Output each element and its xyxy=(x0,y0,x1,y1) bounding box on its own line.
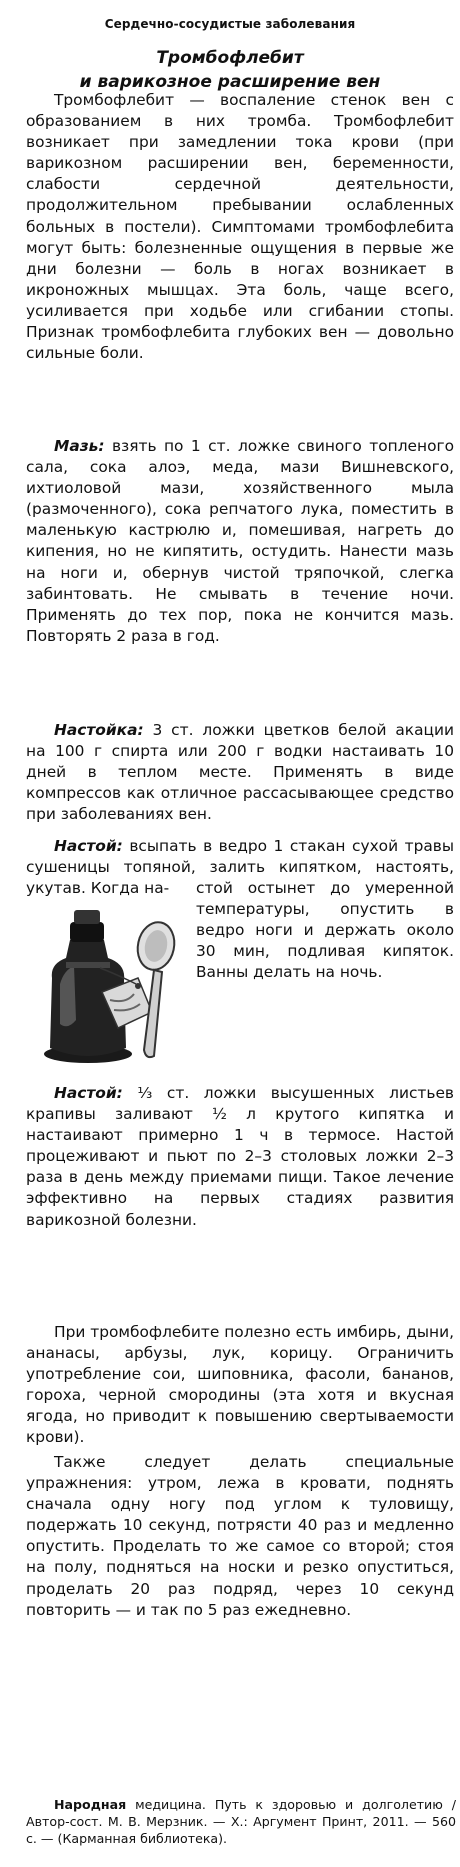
source-citation-lead: Народная xyxy=(54,1797,127,1812)
source-citation xyxy=(26,1796,456,1847)
title-line-2: и варикозное расширение вен xyxy=(79,72,381,92)
exercises-paragraph: Также следует делать специальные упражнения: утром, лежа в кровати, поднять сначала одну ногу под углом к туловищу, подержать 10 секунд, потрясти 40 раз и медленно опустить. Проделать то же самое со второй; стоя на полу, подняться на носки и резко опуститься, проделать 20 раз подряд, через 10 секунд повторить — и так по 5 раз ежедневно. xyxy=(26,1453,454,1619)
recipe-ointment-lead: Мазь: xyxy=(54,437,105,455)
bottle-and-spoon-illustration xyxy=(30,900,198,1070)
recipe-infusion-bath-lead: Настой: xyxy=(54,837,123,855)
recipe-tincture xyxy=(26,720,454,825)
recipe-infusion-bath-wrapped: стой остынет до умеренной температуры, опустить в ведро ноги и держать около 30 мин, подливая кипяток. Ванны делать на ночь. xyxy=(196,879,454,982)
diet-advice-paragraph: При тромбофлебите полезно есть имбирь, дыни, ананасы, арбузы, лук, корицу. Ограничить употребление сои, шиповника, фасоли, бананов, гороха, черной смородины (эта хотя и вкусная ягода, но приводит к повышению свертываемости крови). xyxy=(26,1323,454,1447)
running-head: Сердечно-сосудистые заболевания xyxy=(104,17,356,31)
intro-paragraph: Тромбофлебит — воспаление стенок вен с образованием в них тромба. Тромбофлебит возникает при замедлении тока крови (при варикозном расширении вен, беременности, слабости сердечной деятельности, продолжительном пребывании ослабленных больных в постели). Симптомами тромбофлебита могут быть: болезненные ощущения в первые же дни болезни — боль в ногах возникает в икроножных мышцах. Эта боль, чаще всего, усиливается при ходьбе или сгибании стопы. Признак тромбофлебита глубоких вен — довольно сильные боли. xyxy=(26,91,454,363)
recipe-tincture-text: 3 ст. ложки цветков белой акации на 100 г спирта или 200 г водки настаивать 10 дней в теплом месте. Применять в виде компрессов как отличное рассасывающее средство при заболеваниях вен. xyxy=(26,721,454,824)
recipe-infusion-bath-text: всыпать в ведро 1 стакан сухой травы сушеницы топяной, залить кипятком, настоять, укутав. Когда на- xyxy=(26,837,454,898)
source-citation-text: медицина. Путь к здоровью и долголетию / Автор-сост. М. В. Мерзник. — Х.: Аргумент Принт, 2011. — 560 с. — (Карманная библиотека). xyxy=(26,1797,456,1846)
recipe-tincture-lead: Настойка: xyxy=(54,721,144,739)
recipe-nettle-infusion-text: ⅓ ст. ложки высушенных листьев крапивы заливают ½ л крутого кипятка и настаивают примерно 1 ч в термосе. Настой процеживают и пьют по 2–3 столовых ложки 2–3 раза в день между приемами пищи. Такое лечение эффективно на первых стадиях развития варикозной болезни. xyxy=(26,1084,454,1229)
recipe-nettle-infusion xyxy=(26,1083,454,1231)
article-title xyxy=(0,46,460,94)
recipe-ointment-text: взять по 1 ст. ложке свиного топленого сала, сока алоэ, меда, мази Вишневского, ихтиоловой мази, хозяйственного мыла (размоченного), сока репчатого лука, поместить в маленькую кастрюлю и, помешивая, нагреть до кипения, но не кипятить, остудить. Нанести мазь на ноги и, обернув чистой тряпочкой, слегка забинтовать. Не смывать в течение ночи. Применять до тех пор, пока не кончится мазь. Повторять 2 раза в год. xyxy=(26,437,454,645)
recipe-nettle-infusion-lead: Настой: xyxy=(54,1084,123,1102)
title-line-1: Тромбофлебит xyxy=(156,48,304,68)
recipe-ointment xyxy=(26,436,454,647)
